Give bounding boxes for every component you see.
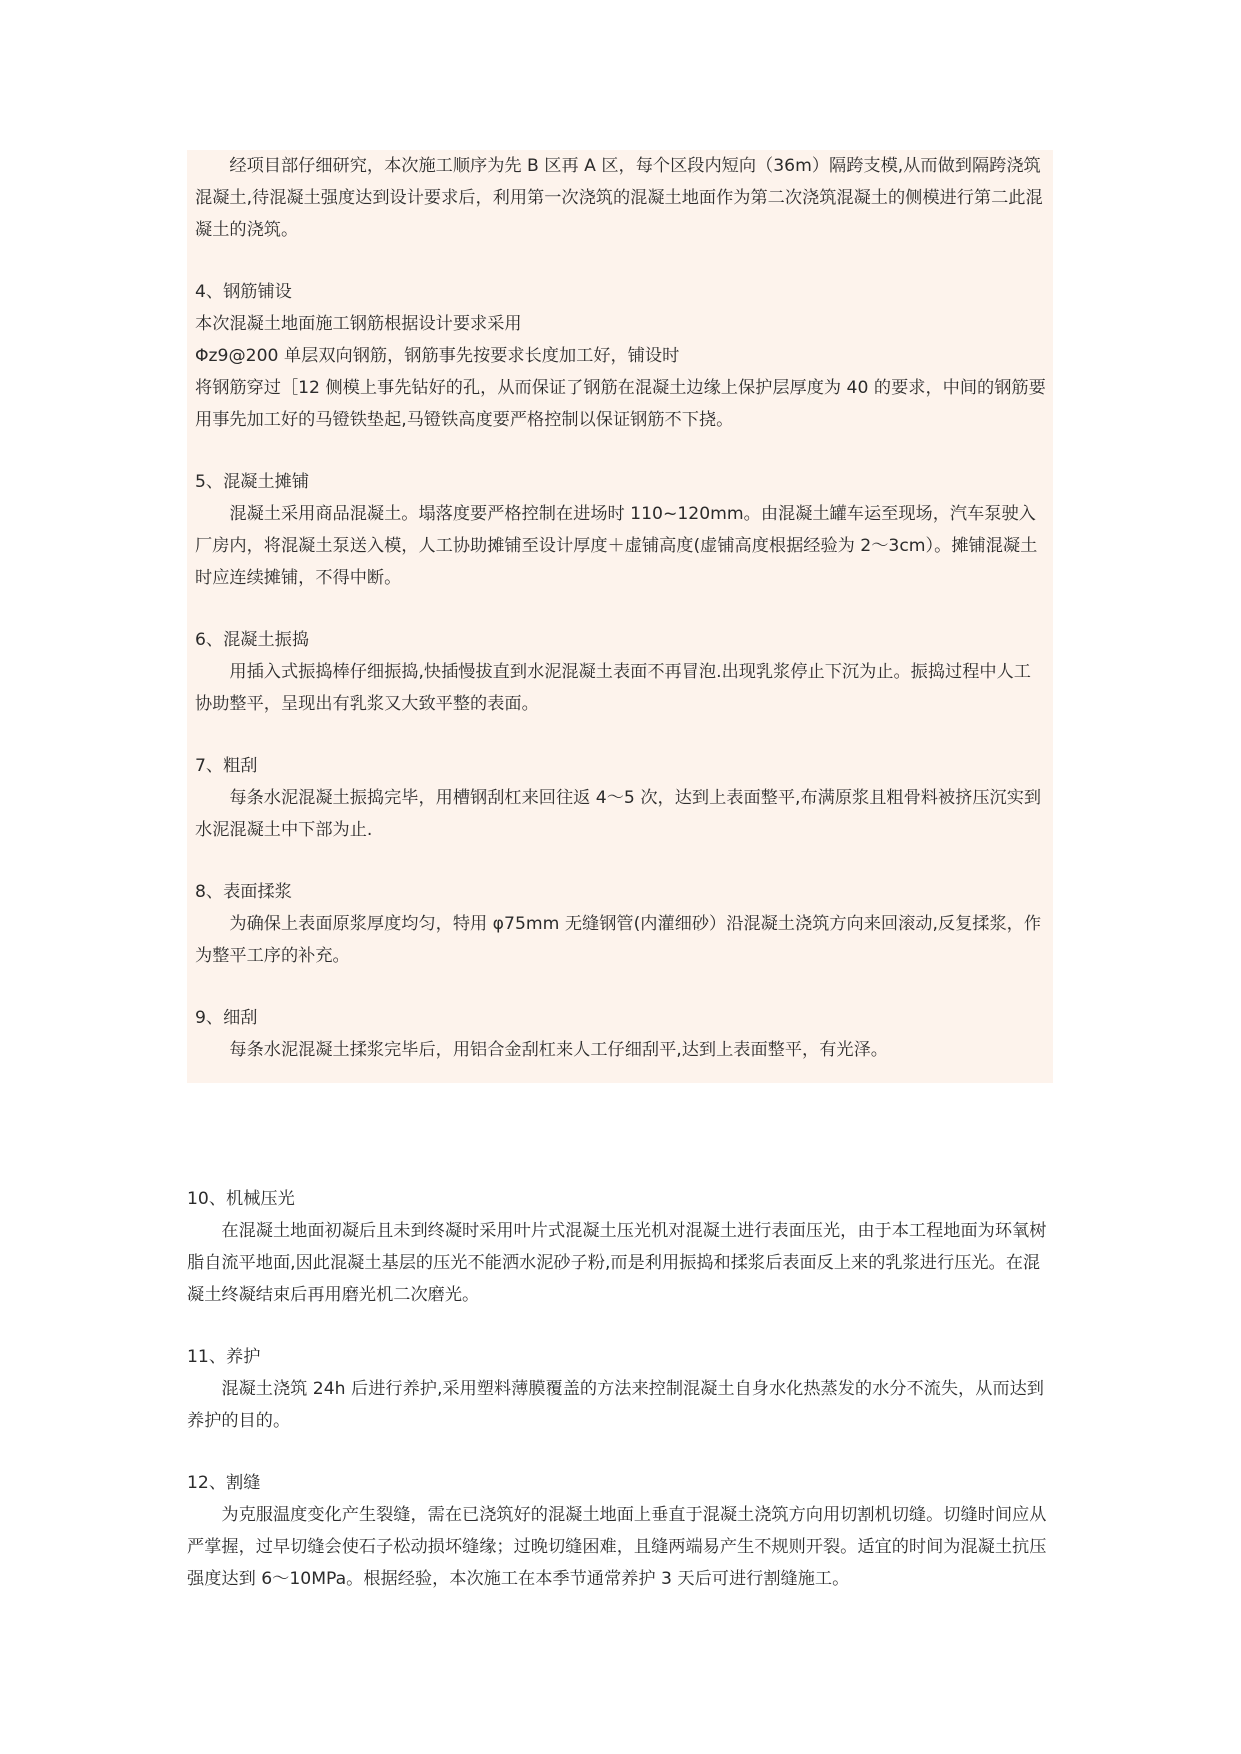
section-5-body: 混凝土采用商品混凝土。塌落度要严格控制在进场时 110~120mm。由混凝土罐车运至现场，汽车泵驶入厂房内，将混凝土泵送入模，人工协助摊铺至设计厚度＋虚铺高度(虚铺高度根据经验为 2～3cm）。摊铺混凝土时应连续摊铺，不得中断。 xyxy=(195,504,1038,588)
section-12-body: 为克服温度变化产生裂缝，需在已浇筑好的混凝土地面上垂直于混凝土浇筑方向用切割机切缝。切缝时间应从严掌握，过早切缝会使石子松动损坏缝缘；过晚切缝困难，且缝两端易产生不规则开裂。适宜的时间为混凝土抗压强度达到 6～10MPa。根据经验，本次施工在本季节通常养护 3 天后可进行割缝施工。 xyxy=(187,1505,1047,1589)
section-6-body: 用插入式振捣棒仔细振捣,快插慢拔直到水泥混凝土表面不再冒泡.出现乳浆停止下沉为止。振捣过程中人工协助整平，呈现出有乳浆又大致平整的表面。 xyxy=(195,662,1031,714)
section-10-body: 在混凝土地面初凝后且未到终凝时采用叶片式混凝土压光机对混凝土进行表面压光，由于本工程地面为环氧树脂自流平地面,因此混凝土基层的压光不能洒水泥砂子粉,而是利用振捣和揉浆后表面反上来的乳浆进行压光。在混凝土终凝结束后再用磨光机二次磨光。 xyxy=(187,1221,1047,1305)
section-11-body: 混凝土浇筑 24h 后进行养护,采用塑料薄膜覆盖的方法来控制混凝土自身水化热蒸发的水分不流失，从而达到养护的目的。 xyxy=(187,1379,1044,1431)
section-6-title: 6、混凝土振捣 xyxy=(195,630,310,650)
section-4-line-3: 将钢筋穿过［12 侧模上事先钻好的孔，从而保证了钢筋在混凝土边缘上保护层厚度为 40 的要求，中间的钢筋要用事先加工好的马镫铁垫起,马镫铁高度要严格控制以保证钢筋不下挠。 xyxy=(195,378,1046,430)
section-5-title: 5、混凝土摊铺 xyxy=(195,472,310,492)
shaded-content-block xyxy=(187,150,1053,1083)
section-11-title: 11、养护 xyxy=(187,1347,261,1367)
section-8-title: 8、表面揉浆 xyxy=(195,882,292,902)
section-4-line-2: Φz9@200 单层双向钢筋，钢筋事先按要求长度加工好，铺设时 xyxy=(195,346,680,366)
intro-paragraph: 经项目部仔细研究，本次施工顺序为先 B 区再 A 区，每个区段内短向（36m）隔跨支模,从而做到隔跨浇筑混凝土,待混凝土强度达到设计要求后，利用第一次浇筑的混凝土地面作为第二次浇筑混凝土的侧模进行第二此混凝土的浇筑。 xyxy=(195,156,1043,240)
plain-content-block xyxy=(187,1183,1057,1595)
section-4-line-1: 本次混凝土地面施工钢筋根据设计要求采用 xyxy=(195,314,522,334)
section-4-title: 4、钢筋铺设 xyxy=(195,282,292,302)
section-9-body: 每条水泥混凝土揉浆完毕后，用铝合金刮杠来人工仔细刮平,达到上表面整平，有光泽。 xyxy=(229,1040,888,1060)
section-8-body: 为确保上表面原浆厚度均匀，特用 φ75mm 无缝钢管(内灌细砂）沿混凝土浇筑方向来回滚动,反复揉浆，作为整平工序的补充。 xyxy=(195,914,1042,966)
section-9-title: 9、细刮 xyxy=(195,1008,258,1028)
section-7-body: 每条水泥混凝土振捣完毕，用槽钢刮杠来回往返 4～5 次，达到上表面整平,布满原浆且粗骨料被挤压沉实到水泥混凝土中下部为止. xyxy=(195,788,1042,840)
section-7-title: 7、粗刮 xyxy=(195,756,258,776)
section-12-title: 12、割缝 xyxy=(187,1473,261,1493)
section-10-title: 10、机械压光 xyxy=(187,1189,295,1209)
